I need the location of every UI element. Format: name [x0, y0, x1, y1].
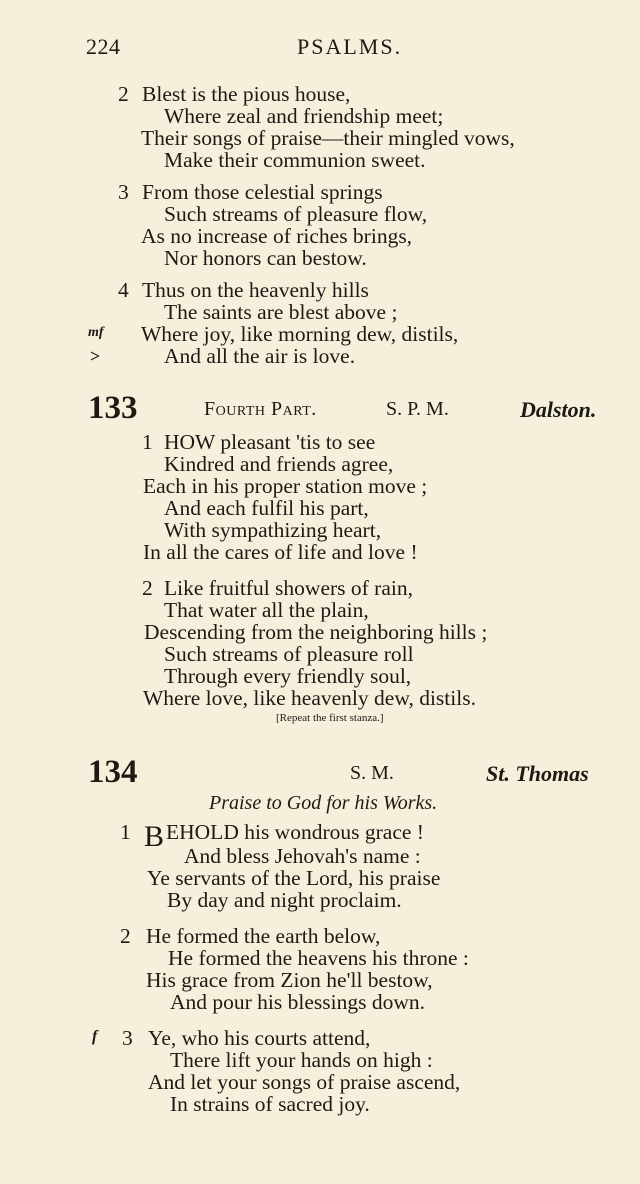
- verse-line: By day and night proclaim.: [167, 888, 402, 912]
- dynamic-marking: mf: [88, 325, 104, 340]
- stanza-number: 2: [118, 82, 129, 106]
- repeat-note: [Repeat the first stanza.]: [276, 712, 384, 724]
- stanza-number: 4: [118, 278, 129, 302]
- verse-line: In strains of sacred joy.: [170, 1092, 370, 1116]
- verse-line: Thus on the heavenly hills: [142, 278, 369, 302]
- tune-name: Dalston.: [520, 397, 597, 422]
- verse-line: Descending from the neighboring hills ;: [144, 620, 488, 644]
- verse-line: With sympathizing heart,: [164, 518, 382, 542]
- verse-line: And bless Jehovah's name :: [184, 844, 421, 868]
- verse-line: Make their communion sweet.: [164, 148, 426, 172]
- hymn-subtitle: Praise to God for his Works.: [209, 792, 438, 814]
- verse-line: The saints are blest above ;: [164, 300, 398, 324]
- stanza-number: 2: [142, 576, 153, 600]
- page-header: [0, 28, 640, 64]
- stanza-number: 1: [120, 820, 131, 844]
- stanza-number: 3: [118, 180, 129, 204]
- verse-line: There lift your hands on high :: [170, 1048, 433, 1072]
- verse-line: Through every friendly soul,: [164, 664, 412, 688]
- dynamic-marking: >: [90, 346, 101, 366]
- running-head: PSALMS.: [297, 34, 403, 59]
- page-number: 224: [86, 34, 121, 59]
- verse-line: Where zeal and friendship meet;: [164, 104, 444, 128]
- drop-capital: B: [144, 820, 165, 853]
- verse-line: Ye servants of the Lord, his praise: [147, 866, 441, 890]
- verse-line: In all the cares of life and love !: [143, 540, 418, 564]
- verse-line: Nor honors can bestow.: [164, 246, 367, 270]
- hymn-number: 133: [88, 390, 138, 426]
- verse-line: Each in his proper station move ;: [143, 474, 428, 498]
- verse-line: And pour his blessings down.: [170, 990, 426, 1014]
- verse-line: And each fulfil his part,: [164, 496, 369, 520]
- verse-line: Where love, like heavenly dew, distils.: [143, 686, 476, 710]
- verse-line: That water all the plain,: [164, 598, 369, 622]
- hymn-meter: S. P. M.: [386, 398, 449, 420]
- dynamic-marking: f: [92, 1028, 98, 1045]
- verse-line: Like fruitful showers of rain,: [164, 576, 413, 600]
- stanza-number: 3: [122, 1026, 133, 1050]
- verse-line: And all the air is love.: [164, 344, 356, 368]
- hymn-meter: S. M.: [350, 762, 394, 784]
- hymn-number: 134: [88, 754, 138, 790]
- verse-line: Such streams of pleasure flow,: [164, 202, 428, 226]
- stanza-number: 1: [142, 430, 153, 454]
- verse-line: Where joy, like morning dew, distils,: [141, 322, 459, 346]
- verse-line: He formed the heavens his throne :: [168, 946, 469, 970]
- verse-line: He formed the earth below,: [146, 924, 381, 948]
- verse-line: From those celestial springs: [142, 180, 383, 204]
- hymn-part: Fourth Part.: [204, 398, 317, 420]
- verse-line: Ye, who his courts attend,: [148, 1026, 371, 1050]
- tune-name: St. Thomas: [486, 761, 589, 786]
- verse-line: And let your songs of praise ascend,: [148, 1070, 461, 1094]
- stanza-number: 2: [120, 924, 131, 948]
- verse-line: Kindred and friends agree,: [164, 452, 394, 476]
- verse-line: As no increase of riches brings,: [141, 224, 413, 248]
- verse-line: Their songs of praise—their mingled vows,: [141, 126, 515, 150]
- verse-line: His grace from Zion he'll bestow,: [146, 968, 433, 992]
- verse-line: EHOLD his wondrous grace !: [166, 820, 424, 844]
- verse-line: Such streams of pleasure roll: [164, 642, 414, 666]
- verse-line: Blest is the pious house,: [142, 82, 351, 106]
- verse-line: HOW pleasant 'tis to see: [164, 430, 376, 454]
